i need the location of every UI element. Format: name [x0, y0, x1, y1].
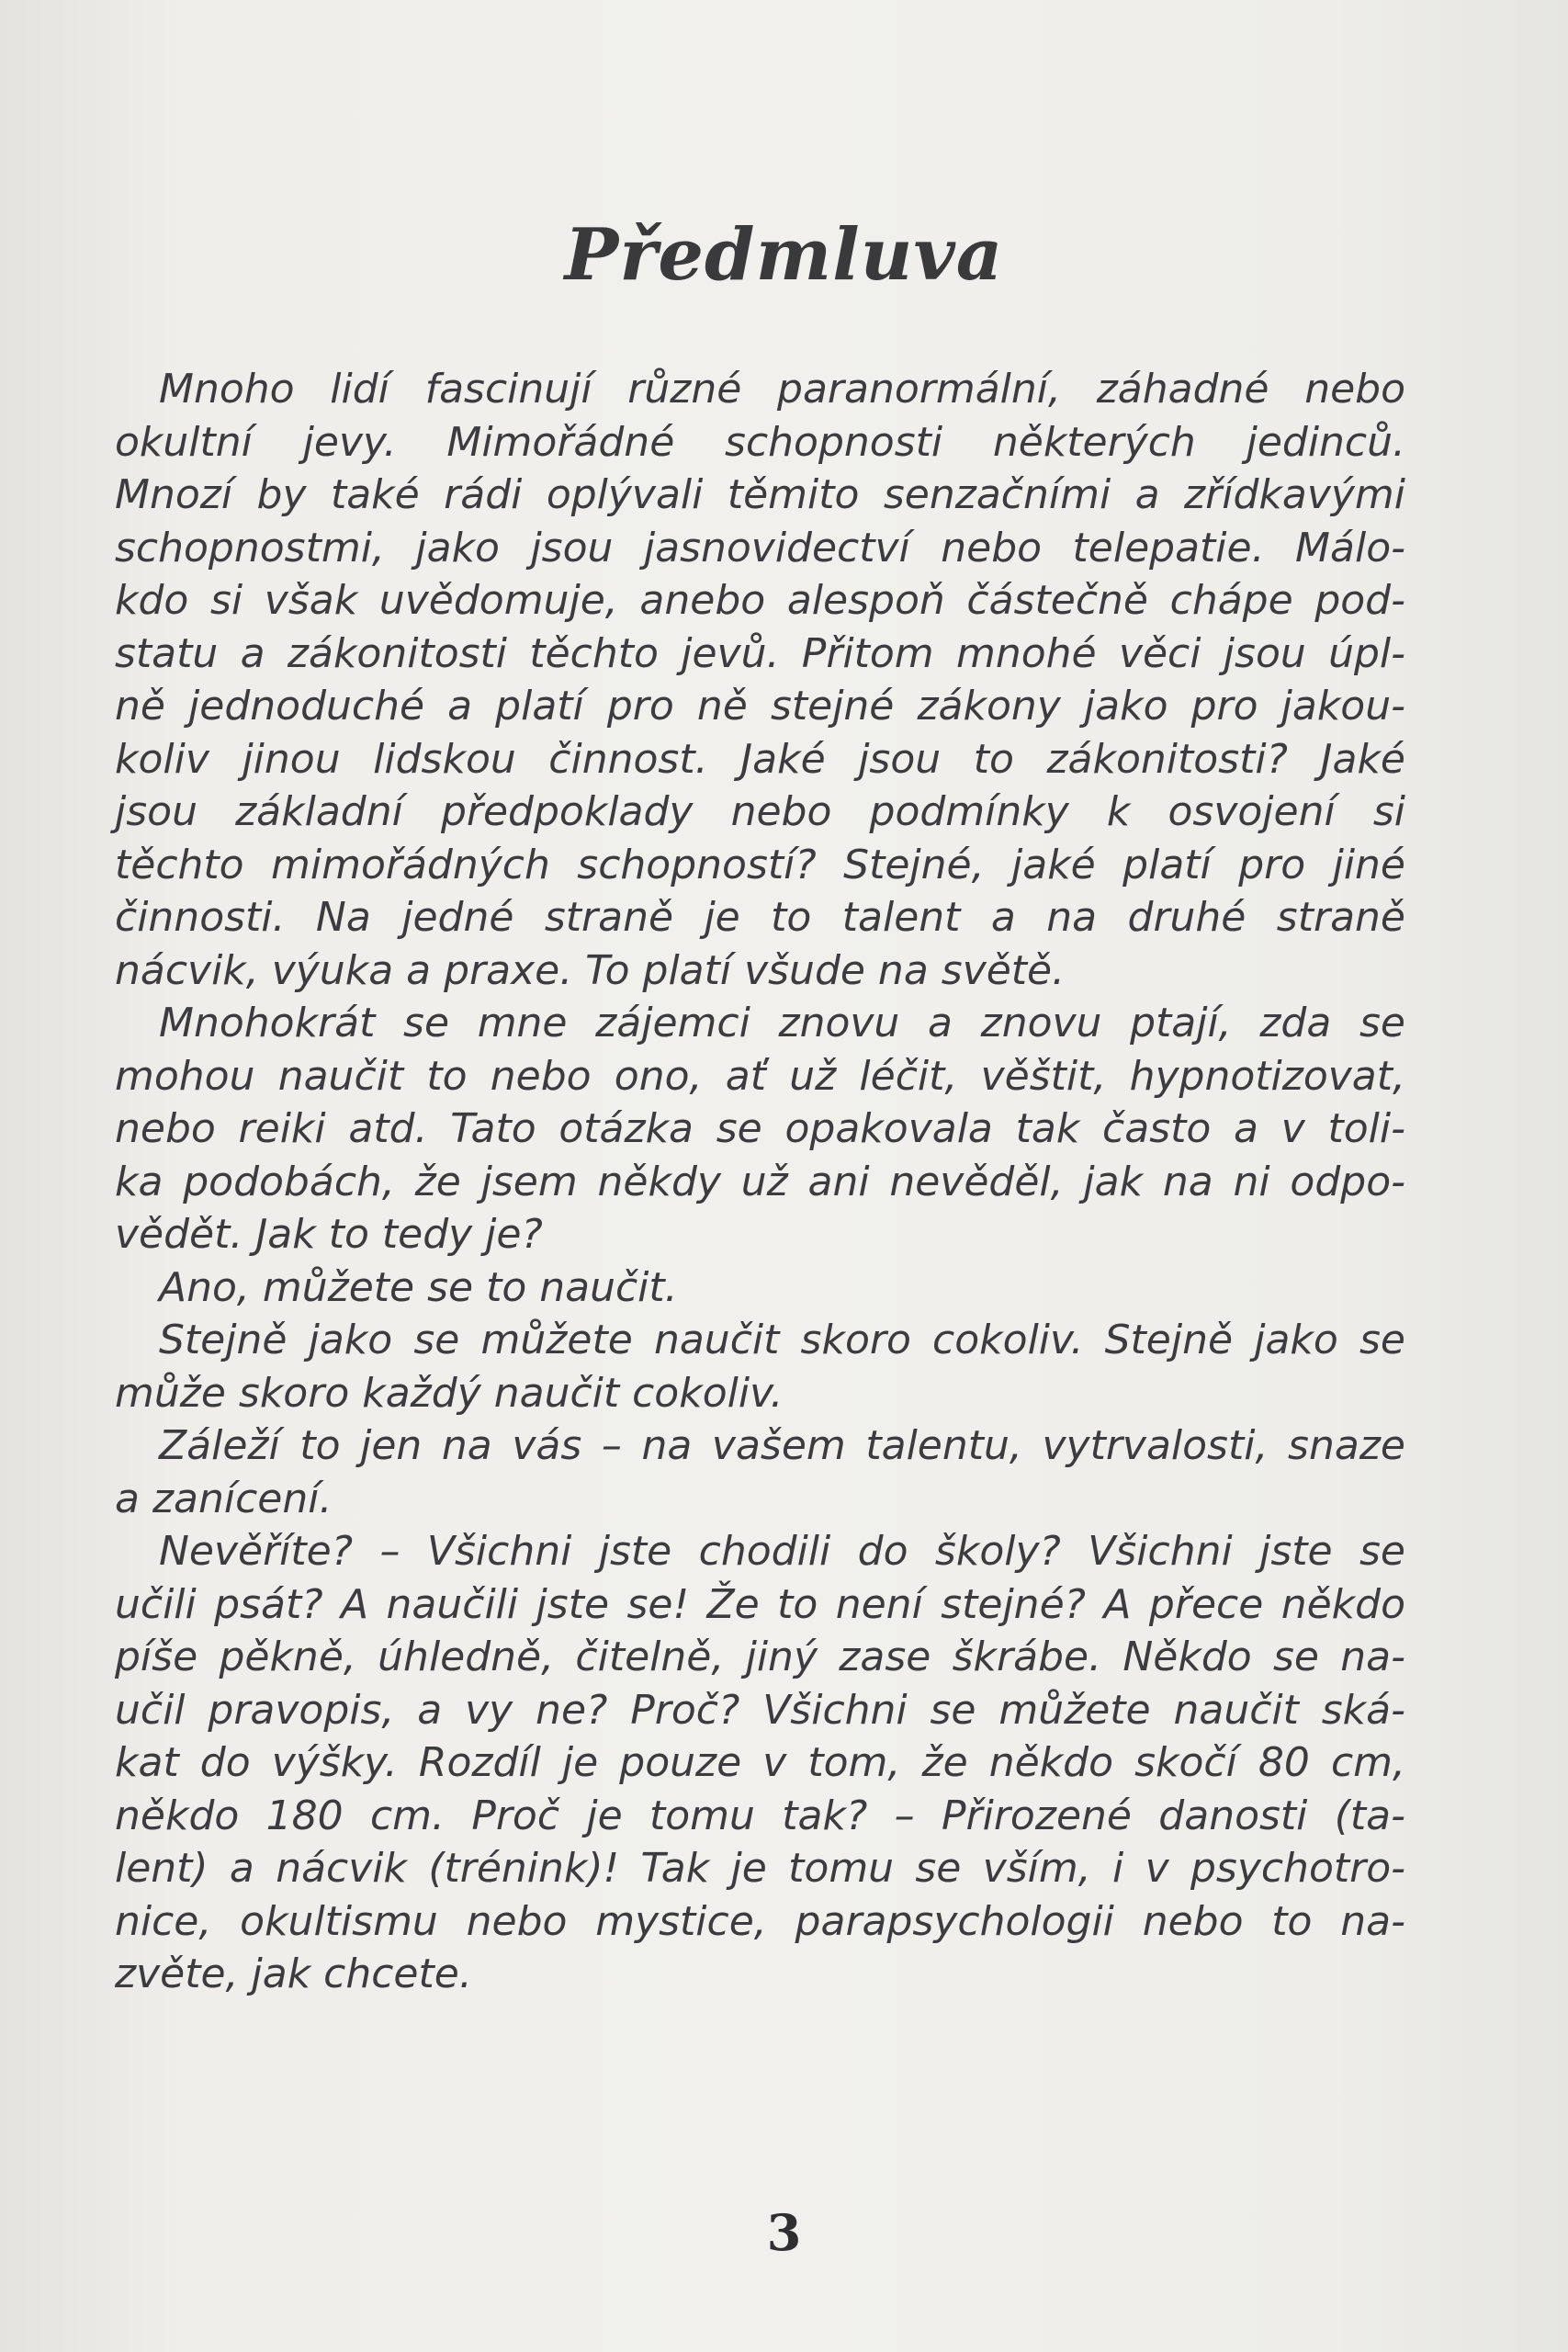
page-number: 3 — [766, 2203, 802, 2262]
text-line: nácvik, výuka a praxe. To platí všude na světě. — [115, 946, 1066, 994]
paragraph-5 — [115, 1419, 1405, 1525]
text-line: Mnohokrát se mne zájemci znovu a znovu ptají, zda se — [159, 1000, 1405, 1046]
text-line: koliv jinou lidskou činnost. Jaké jsou to zákonitosti? Jaké — [115, 735, 1405, 783]
text-line: okultní jevy. Mimořádné schopnosti některých jedinců. — [115, 418, 1405, 466]
text-line: nebo reiki atd. Tato otázka se opakovala tak často a v toli- — [115, 1105, 1405, 1152]
text-line: jsou základní předpoklady nebo podmínky k osvojení si — [115, 788, 1405, 835]
text-line: někdo 180 cm. Proč je tomu tak? – Přirozené danosti (ta- — [115, 1792, 1405, 1839]
text-line: vědět. Jak to tedy je? — [115, 1211, 543, 1258]
paragraph-6 — [115, 1525, 1405, 2001]
text-line: ka podobách, že jsem někdy už ani nevěděl, jak na ni odpo- — [115, 1158, 1405, 1205]
text-line: lent) a nácvik (trénink)! Tak je tomu se vším, i v psychotro- — [115, 1845, 1405, 1892]
text-line: Mnoho lidí fascinují různé paranormální, záhadné nebo — [159, 366, 1405, 413]
body-text — [115, 363, 1405, 2001]
text-line: kat do výšky. Rozdíl je pouze v tom, že někdo skočí 80 cm, — [115, 1739, 1405, 1786]
text-line: a zanícení. — [115, 1475, 333, 1522]
text-line: statu a zákonitosti těchto jevů. Přitom mnohé věci jsou úpl- — [115, 629, 1405, 677]
text-line: Nevěříte? – Všichni jste chodili do školy? Všichni jste se — [159, 1528, 1405, 1575]
paragraph-1 — [115, 363, 1405, 997]
text-line: schopnostmi, jako jsou jasnovidectví nebo telepatie. Málo- — [115, 524, 1405, 571]
paragraph-2 — [115, 997, 1405, 1261]
text-line: Mnozí by také rádi oplývali těmito senzačními a zřídkavými — [115, 471, 1405, 518]
text-line: činnosti. Na jedné straně je to talent a na druhé straně — [115, 894, 1405, 941]
text-line: učili psát? A naučili jste se! Že to není stejné? A přece někdo — [115, 1580, 1405, 1628]
text-line: mohou naučit to nebo ono, ať už léčit, věštit, hypnotizovat, — [115, 1052, 1405, 1100]
text-line: kdo si však uvědomuje, anebo alespoň částečně chápe pod- — [115, 577, 1405, 624]
text-line: může skoro každý naučit cokoliv. — [115, 1369, 784, 1417]
text-line: ně jednoduché a platí pro ně stejné zákony jako pro jakou- — [115, 683, 1405, 729]
paragraph-4 — [115, 1314, 1405, 1419]
text-line: Stejně jako se můžete naučit skoro cokoliv. Stejně jako se — [159, 1317, 1405, 1363]
text-line: píše pěkně, úhledně, čitelně, jiný zase škrábe. Někdo se na- — [115, 1634, 1405, 1680]
text-line: nice, okultismu nebo mystice, parapsychologii nebo to na- — [115, 1897, 1405, 1945]
text-line: Ano, můžete se to naučit. — [159, 1263, 678, 1311]
text-line: zvěte, jak chcete. — [115, 1951, 472, 1997]
text-line: Záleží to jen na vás – na vašem talentu, vytrvalosti, snaze — [159, 1422, 1405, 1469]
text-line: těchto mimořádných schopností? Stejné, jaké platí pro jiné — [115, 841, 1405, 888]
paragraph-3 — [115, 1261, 1405, 1315]
chapter-title: Předmluva — [564, 213, 1004, 297]
text-line: učil pravopis, a vy ne? Proč? Všichni se můžete naučit ská- — [115, 1686, 1405, 1734]
